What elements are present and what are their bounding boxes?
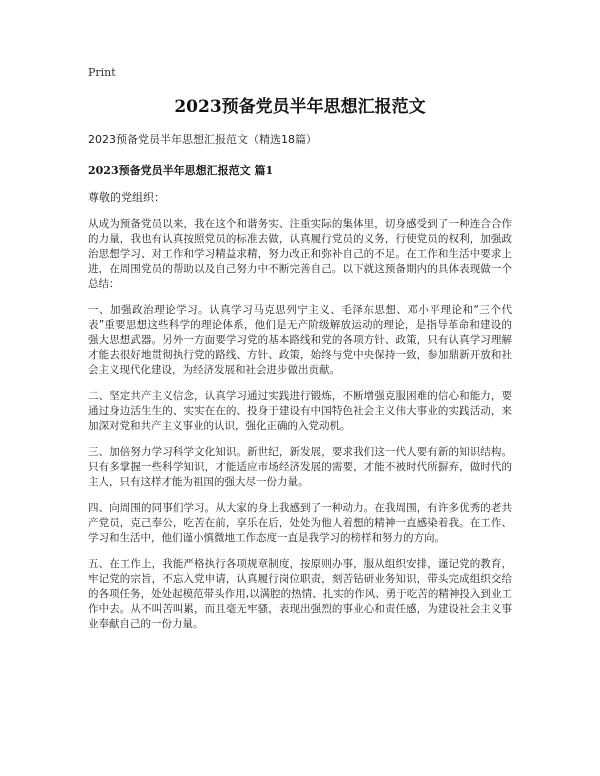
paragraph-2: 二、坚定共产主义信念，认真学习通过实践进行锻炼，不断增强克服困难的信心和能力，要通过身边活生生的、实实在在的、投身于建设有中国特色社会主义伟大事业的实践活动，来加深对党和共产主义事业的认识，强化正确的入党动机。 [88, 390, 512, 432]
paragraph-4: 四、向周围的同事们学习。从大家的身上我感到了一种动力。在我周围，有许多优秀的老共产党员，克己奉公，吃苦在前，享乐在后，处处为他人着想的精神一直感染着我。在工作、学习和生活中，他们谨小慎微地工作态度一直是我学习的榜样和努力的方向。 [88, 502, 512, 544]
paragraph-1: 一、加强政治理论学习。认真学习马克思列宁主义、毛泽东思想、邓小平理论和“三个代表”重要思想这些科学的理论体系，他们是无产阶级解放运动的理论，是指导革命和建设的强大思想武器。另外一方面要学习党的基本路线和党的各项方针、政策，只有认真学习理解才能去很好地贯彻执行党的路线、方针、政策，始终与党中央保持一致，参加鼎新开放和社会主义现代化建设，为经济发展和社会进步做出贡献。 [88, 304, 512, 376]
paragraph-5: 五、在工作上，我能严格执行各项规章制度，按原则办事，服从组织安排，谨记党的教育，牢记党的宗旨，不忘入党申请，认真履行岗位职责，刻苦钻研业务知识，带头完成组织交给的各项任务，处处起模范带头作用,以满腔的热情、扎实的作风、勇于吃苦的精神投入到业工作中去。从不叫苦叫累，而且毫无牢骚，表现出强烈的事业心和责任感，为建设社会主义事业奉献自己的一份力量。 [88, 558, 512, 630]
paragraph-intro: 从成为预备党员以来，我在这个和谐务实、注重实际的集体里，切身感受到了一种连合合作的力量，我也有认真按照党员的标准去做，认真履行党员的义务，行使党员的权利，加强政治思想学习、对工作和学习精益求精，努力改正和弥补自己的不足。在工作和生活中要求上进，在周围党员的帮助以及自己努力中不断完善自己。以下就这预备期内的具体表现做一个总结： [88, 218, 512, 290]
section-title: 2023预备党员半年思想汇报范文 篇1 [88, 164, 274, 177]
page-title: 2023预备党员半年思想汇报范文 [174, 97, 426, 117]
salutation: 尊敬的党组织： [88, 191, 165, 204]
paragraph-3: 三、加倍努力学习科学文化知识。新世纪，新发展，要求我们这一代人要有新的知识结构。只有多掌握一些科学知识，才能适应市场经济发展的需要，才能不被时代所摒弃，做时代的主人，只有这样才能为祖国的强大尽一份力量。 [88, 446, 512, 488]
document-subtitle: 2023预备党员半年思想汇报范文（精选18篇） [88, 133, 317, 146]
print-link[interactable]: Print [88, 66, 116, 79]
